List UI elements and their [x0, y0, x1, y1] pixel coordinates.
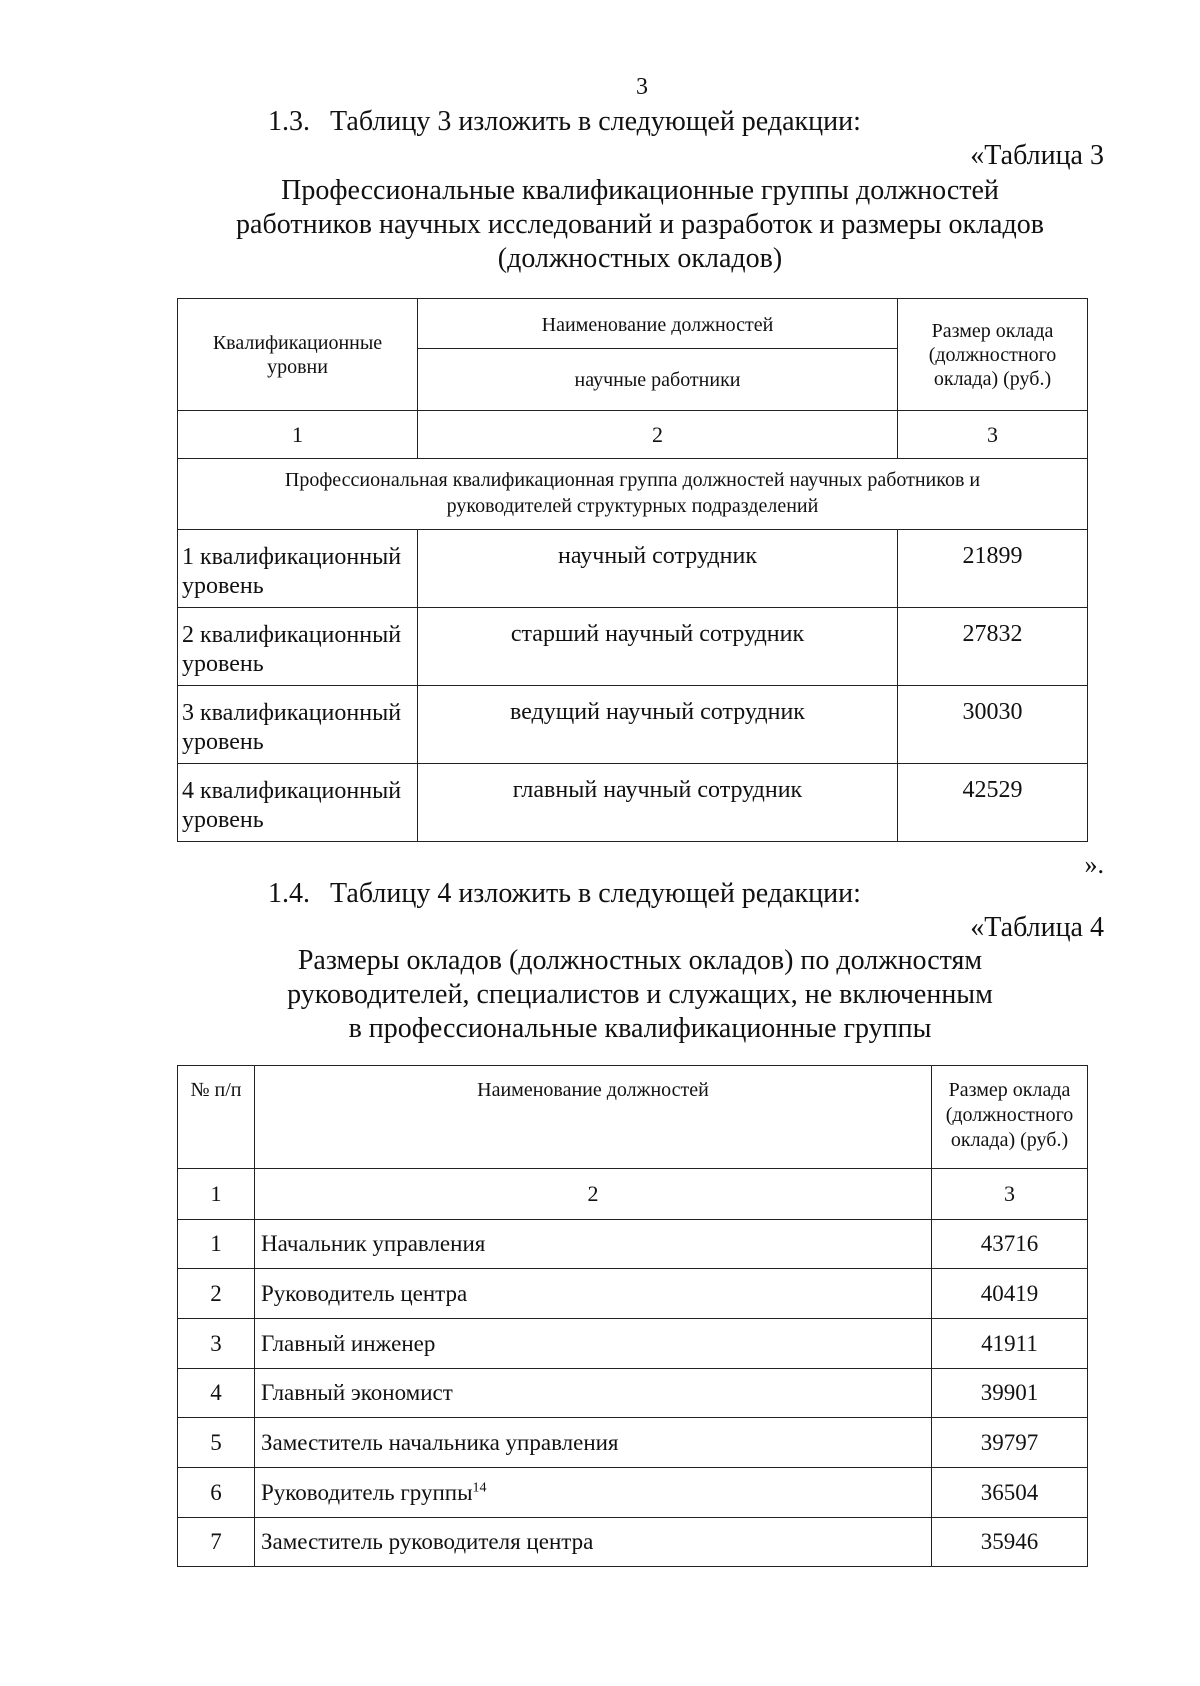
table-row [178, 1369, 1088, 1418]
salary-cell: 43716 [932, 1220, 1088, 1269]
table-row [178, 1220, 1088, 1269]
table-row [178, 764, 1088, 842]
table-4 [177, 1065, 1088, 1567]
header-positions-sub: научные работники [418, 349, 898, 411]
salary-cell: 30030 [898, 686, 1088, 764]
section-1-3-heading [268, 106, 861, 138]
title-line: руководителей, специалистов и служащих, не включенным [287, 979, 993, 1010]
salary-cell: 41911 [932, 1319, 1088, 1369]
section-text: Таблицу 4 изложить в следующей редакции: [330, 878, 861, 909]
section-text: Таблицу 3 изложить в следующей редакции: [330, 106, 861, 137]
position-name [255, 1468, 932, 1518]
level-cell: 4 квалификационный уровень [178, 764, 418, 842]
header-salary: Размер оклада (должностного оклада) (руб.) [932, 1066, 1088, 1169]
table-row [178, 1418, 1088, 1468]
position-cell: ведущий научный сотрудник [418, 686, 898, 764]
salary-cell: 42529 [898, 764, 1088, 842]
position-name: Заместитель руководителя центра [255, 1518, 932, 1567]
salary-cell: 39901 [932, 1369, 1088, 1418]
row-number: 5 [178, 1418, 255, 1468]
position-cell: научный сотрудник [418, 530, 898, 608]
table-4-title [160, 944, 1120, 1046]
position-name: Заместитель начальника управления [255, 1418, 932, 1468]
position-cell: старший научный сотрудник [418, 608, 898, 686]
position-name: Руководитель центра [255, 1269, 932, 1319]
header-levels: Квалификационные уровни [178, 299, 418, 411]
section-number: 1.3. [268, 106, 310, 137]
section-1-4-heading [268, 878, 861, 910]
title-line: (должностных окладов) [497, 243, 783, 274]
title-line: в профессиональные квалификационные группы [348, 1013, 932, 1044]
header-positions: Наименование должностей [418, 299, 898, 349]
salary-cell: 35946 [932, 1518, 1088, 1567]
table-row [178, 1518, 1088, 1567]
title-line: работников научных исследований и разработок и размеры окладов [236, 209, 1044, 240]
page-number: 3 [636, 74, 648, 100]
row-number: 1 [178, 1220, 255, 1269]
table-row [178, 1319, 1088, 1369]
level-cell: 1 квалификационный уровень [178, 530, 418, 608]
position-name: Главный экономист [255, 1369, 932, 1418]
column-number: 1 [178, 411, 418, 459]
column-number: 2 [418, 411, 898, 459]
level-cell: 2 квалификационный уровень [178, 608, 418, 686]
footnote-marker: 14 [472, 1479, 487, 1495]
row-number: 2 [178, 1269, 255, 1319]
position-name: Главный инженер [255, 1319, 932, 1369]
header-number: № п/п [178, 1066, 255, 1169]
table-3-label: «Таблица 3 [970, 140, 1104, 171]
row-number: 7 [178, 1518, 255, 1567]
table-3-closing-mark: ». [1084, 850, 1104, 879]
row-number: 4 [178, 1369, 255, 1418]
row-number: 3 [178, 1319, 255, 1369]
column-number: 3 [932, 1169, 1088, 1220]
table-row [178, 1468, 1088, 1518]
salary-cell: 21899 [898, 530, 1088, 608]
header-name: Наименование должностей [255, 1066, 932, 1169]
table-row [178, 1269, 1088, 1319]
group-title: Профессиональная квалификационная группа должностей научных работников и руководителей структурных подразделений [178, 459, 1088, 530]
salary-cell: 40419 [932, 1269, 1088, 1319]
table-row [178, 530, 1088, 608]
column-number: 3 [898, 411, 1088, 459]
table-row [178, 686, 1088, 764]
table-row [178, 608, 1088, 686]
table-3-title [160, 174, 1120, 276]
position-cell: главный научный сотрудник [418, 764, 898, 842]
salary-cell: 27832 [898, 608, 1088, 686]
table-3 [177, 298, 1088, 842]
column-number: 2 [255, 1169, 932, 1220]
row-number: 6 [178, 1468, 255, 1518]
table-4-label: «Таблица 4 [970, 912, 1104, 943]
title-line: Профессиональные квалификационные группы должностей [281, 175, 999, 206]
position-name: Начальник управления [255, 1220, 932, 1269]
position-name-text: Руководитель группы [261, 1479, 473, 1505]
title-line: Размеры окладов (должностных окладов) по должностям [297, 945, 983, 976]
section-number: 1.4. [268, 878, 310, 909]
salary-cell: 36504 [932, 1468, 1088, 1518]
column-number: 1 [178, 1169, 255, 1220]
header-salary: Размер оклада (должностного оклада) (руб.) [898, 299, 1088, 411]
salary-cell: 39797 [932, 1418, 1088, 1468]
level-cell: 3 квалификационный уровень [178, 686, 418, 764]
